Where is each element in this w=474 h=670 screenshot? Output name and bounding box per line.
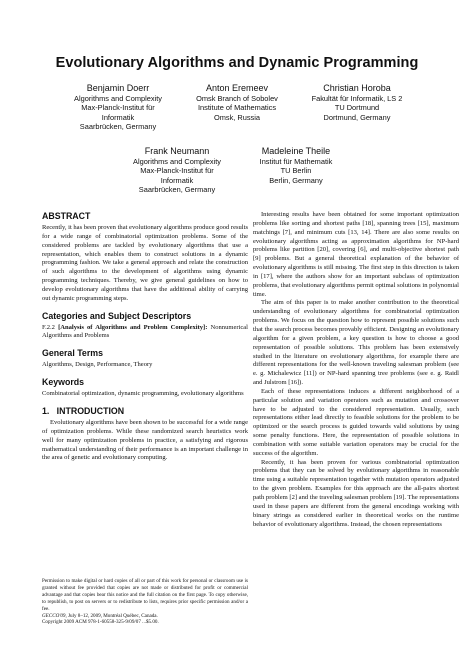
- author-affiliation: Informatik: [101, 112, 135, 122]
- right-column: [253, 211, 459, 529]
- left-column: [42, 211, 248, 463]
- author-name: Anton Eremeev: [205, 83, 269, 93]
- author-block: [167, 83, 307, 122]
- author-block: [226, 146, 366, 185]
- author-affiliation: Dortmund, Germany: [323, 112, 391, 122]
- conference-venue: July 8–12, 2009, Montréal Québec, Canada.: [66, 612, 158, 619]
- author-affiliation: Saarbrücken, Germany: [138, 184, 216, 194]
- author-affiliation: Saarbrücken, Germany: [79, 121, 157, 131]
- general-terms-heading: General Terms: [42, 348, 103, 359]
- copyright-footnote: [42, 578, 248, 626]
- abstract-text: Recently, it has been proven that evolutionary algorithms produce good results for a wide range of combinatorial optimization problems. Some of the considered problems are tackled by evolutionary algorithms that use a representation, which enables them to construct solutions in a dynamic programming fashion. We take a general approach and relate the construction of such algorithms to the development of algorithms using dynamic programming techniques. Thereby, we give general guidelines on how to develop evolutionary algorithms that have the additional ability of carrying out dynamic programming steps.: [42, 224, 248, 302]
- general-terms-text: Algorithms, Design, Performance, Theory: [42, 361, 153, 369]
- copyright-line: Copyright 2009 ACM 978-1-60558-325-9/09/07 ...$5.00.: [42, 619, 159, 626]
- body-paragraph: Recently, it has been proven for various combinatorial optimization problems that they can be solved by evolutionary algorithms in reasonable time using a suitable representation together with mutation operators adjusted to the given problem. Examples for this approach are the all-pairs shortest path problem [2] and the traveling salesman problem [19]. The representations used in these papers are different from the general encodings working with binary strings as considered earlier in theoretical works on the runtime behavior of evolutionary algorithms. Instead, the chosen representations: [253, 458, 459, 528]
- body-paragraph: Each of these representations induces a different neighborhood of a particular solution and variation operators such as mutation and crossover have to be adjusted to the considered representation. Usually, such representations either lead directly to feasible solutions for the problem to be optimized or the search process is guided towards valid solutions by using some penalty functions. Here, the representation of possible solutions in combination with some suitable variation operators may be crucial for the success of the algorithm.: [253, 387, 459, 457]
- author-affiliation: Max-Planck-Institut für: [81, 103, 155, 113]
- paper-title: Evolutionary Algorithms and Dynamic Programming: [55, 55, 419, 71]
- keywords-heading: Keywords: [42, 377, 85, 388]
- author-affiliation: Institut für Mathematik: [259, 157, 333, 166]
- author-affiliation: TU Dortmund: [334, 103, 380, 113]
- categories-text: [42, 324, 248, 342]
- author-name: Christian Horoba: [323, 83, 391, 93]
- author-name: Frank Neumann: [144, 146, 210, 156]
- author-affiliation: Omsk, Russia: [214, 112, 260, 122]
- categories-code: F.2.2: [42, 323, 55, 331]
- introduction-paragraph: Evolutionary algorithms have been shown to be successful for a wide range of optimization problems. While these randomized search heuristics work well for many optimization problems in practice, a satisfying and rigorous mathematical understanding of their performance is an important challenge in the area of genetic and evolutionary computing.: [42, 418, 248, 462]
- permission-notice: Permission to make digital or hard copies of all or part of this work for personal or classroom use is granted without fee provided that copies are not made or distributed for profit or commercial advantage and that copies bear this notice and the full citation on the first page. To copy otherwise, to republish, to post on servers or to redistribute to lists, requires prior specific permission and/or a fee.: [42, 578, 248, 612]
- introduction-heading: 1. INTRODUCTION: [42, 405, 125, 416]
- author-affiliation: Algorithms and Complexity: [133, 157, 221, 166]
- keywords-text: Combinatorial optimization, dynamic programming, evolutionary algorithms: [42, 390, 244, 398]
- author-affiliation: Berlin, Germany: [269, 175, 323, 185]
- categories-subject: Nonnumerical Algorithms and Problems: [42, 323, 248, 340]
- author-block: [287, 83, 427, 122]
- abstract-heading: ABSTRACT: [42, 211, 91, 221]
- author-affiliation: Algorithms and Complexity: [74, 94, 162, 103]
- author-affiliation: Max-Planck-Institut für: [140, 166, 214, 176]
- author-name: Benjamin Doerr: [86, 83, 150, 93]
- conference-name: GECCO'09,: [42, 612, 67, 619]
- body-paragraph: The aim of this paper is to make another contribution to the theoretical understanding of evolutionary algorithms for combinatorial optimization problems. We focus on the question how to represent possible solutions such that the search process becomes provably efficient. Designing an evolutionary algorithm for a given problem, a key question is how to choose a good representation of possible solutions. This problem has been extensively studied in the literature on evolutionary algorithms, for example there are different representations for the well-known traveling salesman problem (see e. g. Michalewicz [11]) or NP-hard spanning tree problems (see e. g. Raidl and Julstrom [16]).: [253, 299, 459, 387]
- author-name: Madeleine Theile: [261, 146, 331, 156]
- categories-heading: Categories and Subject Descriptors: [42, 310, 192, 321]
- author-affiliation: Fakultät für Informatik, LS 2: [311, 94, 403, 103]
- author-affiliation: Informatik: [160, 175, 194, 185]
- author-affiliation: TU Berlin: [280, 166, 312, 176]
- categories-descriptor: [Analysis of Algorithms and Problem Complexity]:: [58, 323, 208, 331]
- author-affiliation: Omsk Branch of Sobolev: [196, 94, 278, 103]
- body-paragraph: Interesting results have been obtained for some important optimization problems like sorting and shortest paths [18], spanning trees [15], maximum matchings [7], and minimum cuts [13, 14]. There are also some results on evolutionary algorithms acting as approximation algorithms for NP-hard problems like partition [20], covering [6], and multi-objective shortest path [9] problems. But a general theoretical explanation of the behavior of evolutionary algorithms is still missing. The first step in this direction is taken in [17], where the authors show for an important subclass of optimization problems, that evolutionary algorithms permit optimal solutions in polynomial time.: [253, 211, 459, 298]
- author-affiliation: Institute of Mathematics: [197, 103, 277, 113]
